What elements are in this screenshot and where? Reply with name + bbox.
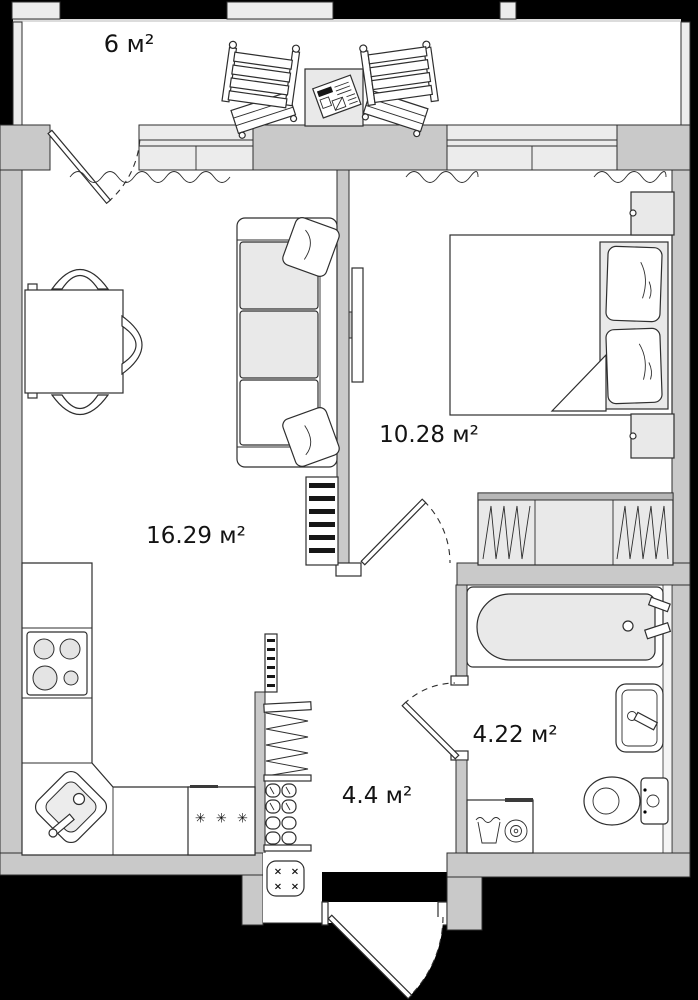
doormat-mark: × <box>273 866 283 878</box>
room-label-living: 16.29 м² <box>146 523 246 549</box>
room-label-bedroom: 10.28 м² <box>379 422 479 448</box>
balcony-side-wall <box>681 22 690 126</box>
balcony-glazing-panel <box>12 2 60 19</box>
window-living <box>139 125 253 170</box>
room-label-bathroom: 4.22 м² <box>472 722 558 748</box>
balcony-side-wall <box>13 22 22 126</box>
stove <box>27 632 87 695</box>
bed-pillow <box>606 328 663 404</box>
wardrobe <box>478 493 673 565</box>
toilet <box>584 777 668 825</box>
room-label-hallway: 4.4 м² <box>341 783 413 809</box>
bathtub <box>467 587 670 667</box>
doormat-mark: × <box>290 881 300 893</box>
bed <box>450 235 672 415</box>
doormat-mark: × <box>290 866 300 878</box>
balcony-glazing-panel <box>227 2 333 19</box>
kitchen-radiator <box>265 634 277 692</box>
window-bedroom <box>447 125 617 170</box>
bed-pillow <box>606 246 663 322</box>
fridge-snowflakes: ✳ ✳ ✳ <box>195 811 251 827</box>
room-label-balcony: 6 м² <box>103 30 155 58</box>
sofa <box>237 216 341 469</box>
washbasin <box>616 684 663 752</box>
radiator <box>306 477 338 565</box>
nightstand <box>630 192 674 235</box>
doormat-mark: × <box>273 881 283 893</box>
nightstand <box>630 414 674 458</box>
balcony-glazing-panel <box>500 2 516 19</box>
washing-machine <box>467 798 533 853</box>
dining-table <box>25 290 123 393</box>
